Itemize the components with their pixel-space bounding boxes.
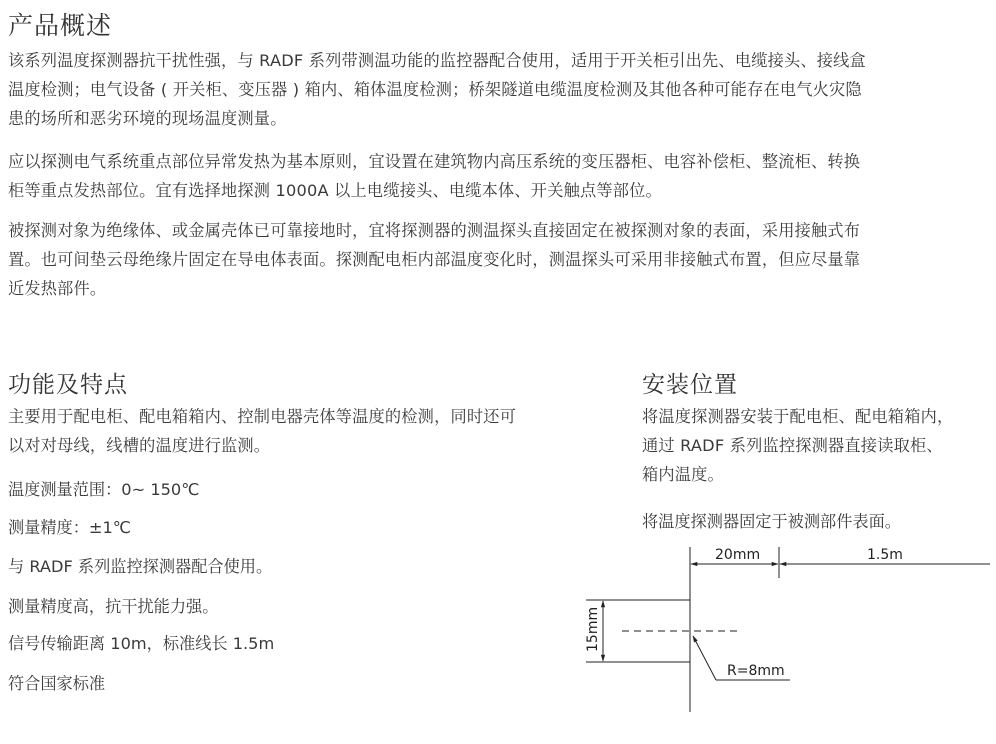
text-line: 以对对母线，线槽的温度进行监测。 — [8, 436, 271, 455]
feature-item: 测量精度高，抗干扰能力强。 — [8, 597, 219, 616]
text-line: 该系列温度探测器抗干扰性强，与 RADF 系列带测温功能的监控器配合使用，适用于开关柜引出先、电缆接头、接线盒 — [8, 51, 866, 70]
install-paragraph-2: 将温度探测器固定于被测部件表面。 — [642, 512, 901, 531]
feature-item: 测量精度：±1℃ — [8, 518, 131, 537]
feature-item: 温度测量范围：0~ 150℃ — [8, 480, 200, 499]
text-line: 箱内温度。 — [642, 465, 724, 484]
text-line: 柜等重点发热部位。宜有选择地探测 1000A 以上电缆接头、电缆本体、开关触点等部位。 — [8, 181, 662, 200]
text-line: 应以探测电气系统重点部位异常发热为基本原则，宜设置在建筑物内高压系统的变压器柜、电容补偿柜、整流柜、转换 — [8, 152, 861, 171]
feature-item: 信号传输距离 10m，标准线长 1.5m — [8, 634, 275, 653]
text-line: 患的场所和恶劣环境的现场温度测量。 — [8, 109, 287, 128]
feature-item: 与 RADF 系列监控探测器配合使用。 — [8, 557, 273, 576]
dim-label-radius: R=8mm — [727, 663, 785, 679]
text-line: 将温度探测器安装于配电柜、配电箱箱内， — [642, 407, 954, 426]
text-line: 温度检测；电气设备 ( 开关柜、变压器 ) 箱内、箱体温度检测；桥架隧道电缆温度检测及其他各种可能存在电气火灾隐 — [8, 80, 862, 99]
dim-label-20mm: 20mm — [715, 547, 761, 563]
dim-label-1-5m: 1.5m — [867, 547, 903, 563]
overview-paragraph-2 — [8, 147, 994, 205]
install-heading: 安装位置 — [642, 372, 738, 398]
overview-paragraph-3 — [8, 216, 994, 303]
features-intro — [8, 402, 608, 460]
text-line: 近发热部件。 — [8, 279, 107, 298]
features-heading: 功能及特点 — [8, 372, 128, 398]
radius-leader-line — [693, 636, 716, 680]
text-line: 通过 RADF 系列监控探测器直接读取柜、 — [642, 436, 943, 455]
text-line: 置。也可间垫云母绝缘片固定在导电体表面。探测配电柜内部温度变化时，测温探头可采用非接触式布置，但应尽量靠 — [8, 250, 861, 269]
feature-item: 符合国家标准 — [8, 674, 106, 693]
overview-heading: 产品概述 — [8, 11, 113, 40]
dim-label-15mm: 15mm — [585, 606, 601, 652]
installation-dimension-diagram — [570, 536, 996, 716]
text-line: 主要用于配电柜、配电箱箱内、控制电器壳体等温度的检测，同时还可 — [8, 407, 517, 426]
overview-paragraph-1 — [8, 46, 994, 133]
install-paragraph-1 — [642, 402, 992, 489]
text-line: 被探测对象为绝缘体、或金属壳体已可靠接地时，宜将探测器的测温探头直接固定在被探测对象的表面，采用接触式布 — [8, 221, 861, 240]
